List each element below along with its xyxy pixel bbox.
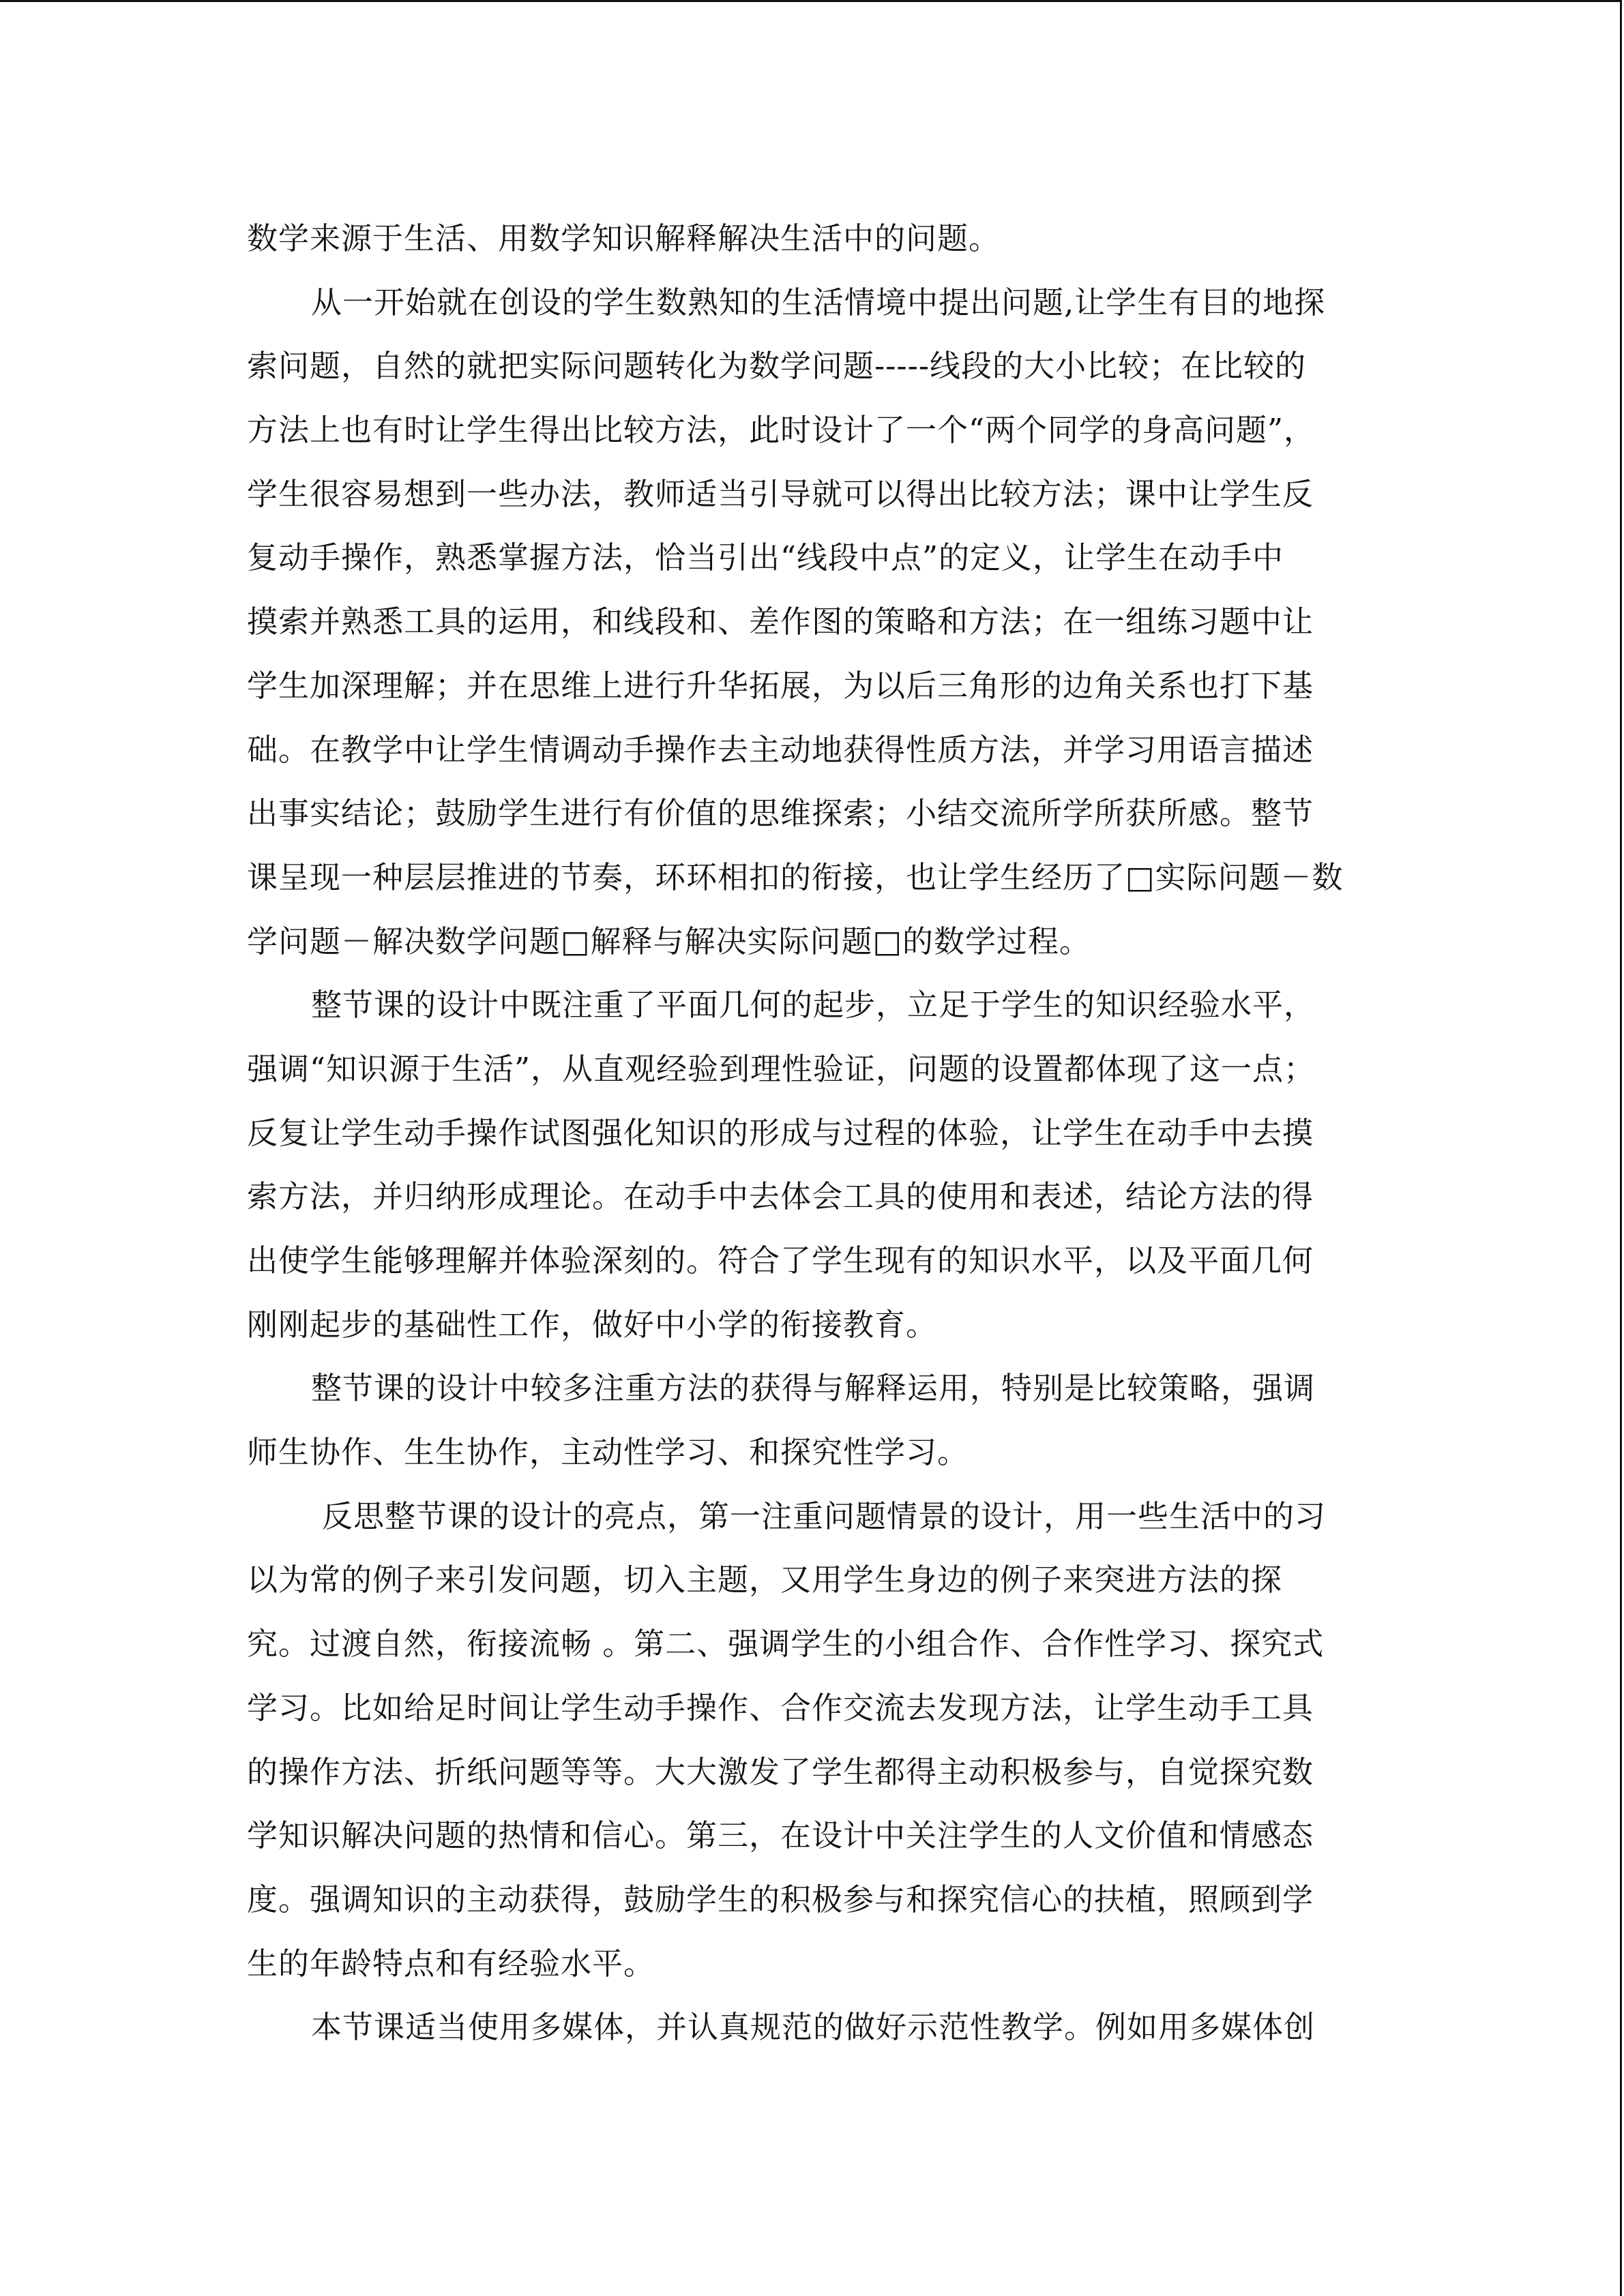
body-text: [247, 207, 1379, 2059]
text-line: 出事实结论；鼓励学生进行有价值的思维探索；小结交流所学所获所感。整节: [247, 795, 1314, 832]
text-line: 生的年龄特点和有经验水平。: [247, 1945, 655, 1982]
text-line: 学知识解决问题的热情和信心。第三，在设计中关注学生的人文价值和情感态: [247, 1817, 1314, 1854]
text-line: 学生加深理解；并在思维上进行升华拓展，为以后三角形的边角关系也打下基: [247, 667, 1314, 704]
text-line: 课呈现一种层层推进的节奏，环环相扣的衔接，也让学生经历了□实际问题－数: [247, 859, 1344, 895]
paragraph-start-line: 本节课适当使用多媒体，并认真规范的做好示范性教学。例如用多媒体创: [311, 2009, 1316, 2046]
text-line: 师生协作、生生协作，主动性学习、和探究性学习。: [247, 1434, 969, 1471]
text-line: 索问题，自然的就把实际问题转化为数学问题-----线段的大小比较；在比较的: [247, 348, 1307, 385]
text-line: 方法上也有时让学生得出比较方法，此时设计了一个“两个同学的身高问题”，: [247, 412, 1316, 449]
text-line: 反复让学生动手操作试图强化知识的形成与过程的体验，让学生在动手中去摸: [247, 1114, 1314, 1151]
text-line: 的操作方法、折纸问题等等。大大激发了学生都得主动积极参与，自觉探究数: [247, 1753, 1314, 1790]
text-line: 摸索并熟悉工具的运用，和线段和、差作图的策略和方法；在一组练习题中让: [247, 603, 1314, 640]
text-line: 以为常的例子来引发问题，切入主题，又用学生身边的例子来突进方法的探: [247, 1562, 1283, 1598]
text-line: 强调“知识源于生活”，从直观经验到理性验证，问题的设置都体现了这一点；: [247, 1050, 1316, 1087]
text-line: 学问题－解决数学问题□解释与解决实际问题□的数学过程。: [247, 923, 1091, 959]
paragraph-start-line: 反思整节课的设计的亮点，第一注重问题情景的设计，用一些生活中的习: [322, 1497, 1327, 1534]
text-line: 究。过渡自然，衔接流畅 。第二、强调学生的小组合作、合作性学习、探究式: [247, 1626, 1325, 1663]
text-line: 度。强调知识的主动获得，鼓励学生的积极参与和探究信心的扶植，照顾到学: [247, 1881, 1314, 1918]
text-line: 出使学生能够理解并体验深刻的。符合了学生现有的知识水平，以及平面几何: [247, 1242, 1314, 1279]
paragraph-start-line: 从一开始就在创设的学生数熟知的生活情境中提出问题,让学生有目的地探: [311, 284, 1326, 320]
text-line: 数学来源于生活、用数学知识解释解决生活中的问题。: [247, 220, 1001, 256]
text-line: 学习。比如给足时间让学生动手操作、合作交流去发现方法，让学生动手工具: [247, 1689, 1314, 1726]
text-line: 索方法，并归纳形成理论。在动手中去体会工具的使用和表述，结论方法的得: [247, 1178, 1314, 1215]
paragraph-start-line: 整节课的设计中既注重了平面几何的起步，立足于学生的知识经验水平，: [311, 987, 1316, 1024]
text-line: 复动手操作，熟悉掌握方法，恰当引出“线段中点”的定义，让学生在动手中: [247, 539, 1284, 576]
text-line: 学生很容易想到一些办法，教师适当引导就可以得出比较方法；课中让学生反: [247, 475, 1314, 512]
text-line: 础。在教学中让学生情调动手操作去主动地获得性质方法，并学习用语言描述: [247, 731, 1314, 768]
paragraph-start-line: 整节课的设计中较多注重方法的获得与解释运用，特别是比较策略，强调: [311, 1370, 1316, 1407]
text-line: 刚刚起步的基础性工作，做好中小学的衔接教育。: [247, 1306, 938, 1343]
